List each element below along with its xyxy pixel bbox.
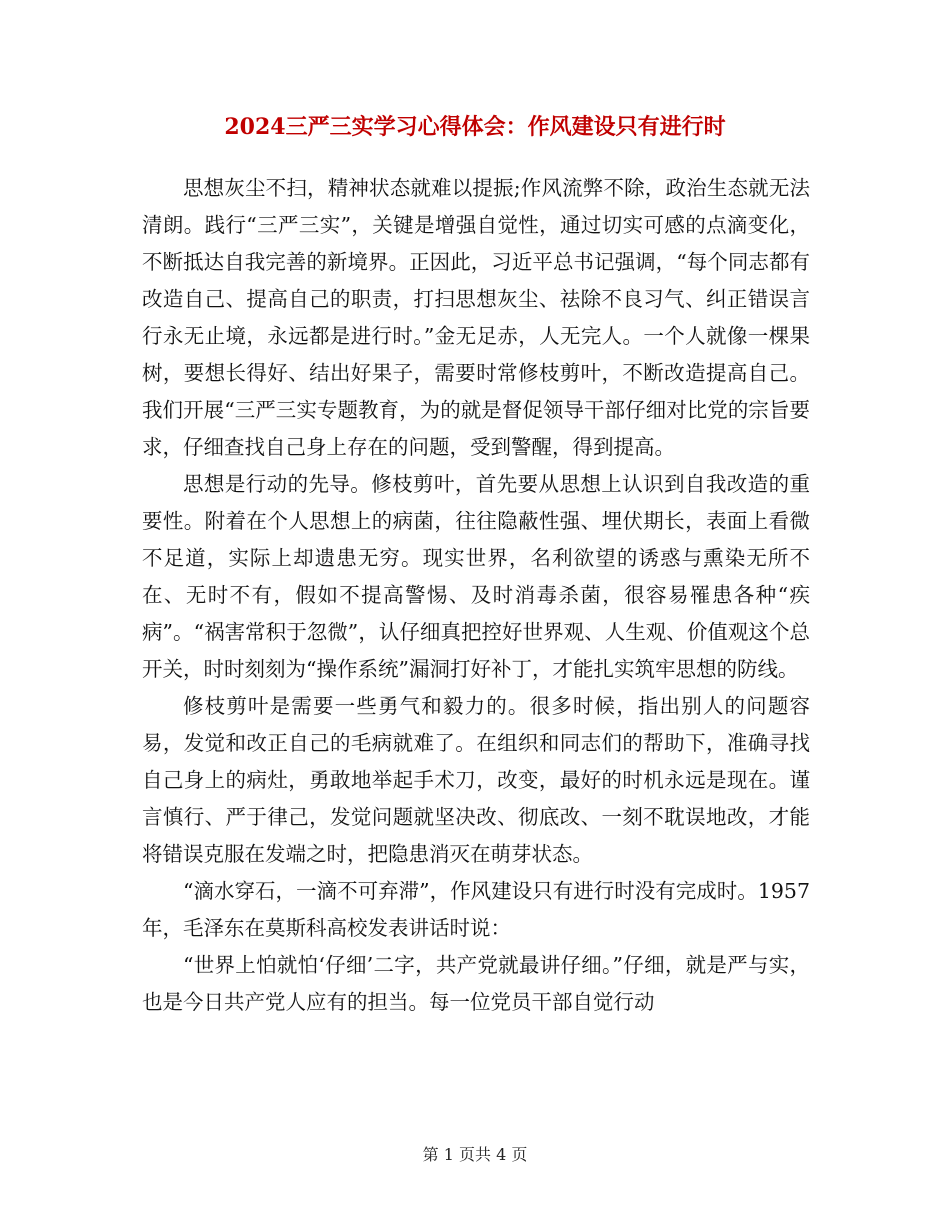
paragraph: “滴水穿石，一滴不可弃滞”，作风建设只有进行时没有完成时。1957年，毛泽东在莫斯科高校发表讲话时说：: [142, 879, 810, 940]
paragraph: “世界上怕就怕‘仔细’二字，共产党就最讲仔细。”仔细，就是严与实，也是今日共产党人应有的担当。每一位党员干部自觉行动: [142, 953, 810, 1014]
paragraph: 思想是行动的先导。修枝剪叶，首先要从思想上认识到自我改造的重要性。附着在个人思想上的病菌，往往隐蔽性强、埋伏期长，表面上看微不足道，实际上却遗患无穷。现实世界，名利欲望的诱惑与熏染无所不在、无时不有，假如不提高警惕、及时消毒杀菌，很容易罹患各种“疾病”。“祸害常积于忽微”，认仔细真把控好世界观、人生观、价值观这个总开关，时时刻刻为“操作系统”漏洞打好补丁，才能扎实筑牢思想的防线。: [142, 472, 810, 681]
paragraph: 修枝剪叶是需要一些勇气和毅力的。很多时候，指出别人的问题容易，发觉和改正自己的毛病就难了。在组织和同志们的帮助下，准确寻找自己身上的病灶，勇敢地举起手术刀，改变，最好的时机永远是现在。谨言慎行、严于律己，发觉问题就坚决改、彻底改、一刻不耽误地改，才能将错误克服在发端之时，把隐患消灭在萌芽状态。: [142, 694, 810, 866]
paragraph: 思想灰尘不扫，精神状态就难以提振;作风流弊不除，政治生态就无法清朗。践行“三严三实”，关键是增强自觉性，通过切实可感的点滴变化，不断抵达自我完善的新境界。正因此，习近平总书记强调，“每个同志都有改造自己、提高自己的职责，打扫思想灰尘、祛除不良习气、纠正错误言行永无止境，永远都是进行时。”金无足赤，人无完人。一个人就像一棵果树，要想长得好、结出好果子，需要时常修枝剪叶，不断改造提高自己。我们开展“三严三实专题教育，为的就是督促领导干部仔细对比党的宗旨要求，仔细查找自己身上存在的问题，受到警醒，得到提高。: [142, 176, 810, 459]
document-title: 2024三严三实学习心得体会：作风建设只有进行时: [224, 114, 726, 140]
document-body: [142, 170, 810, 1021]
page-number-footer: 第 1 页共 4 页: [422, 1145, 528, 1164]
